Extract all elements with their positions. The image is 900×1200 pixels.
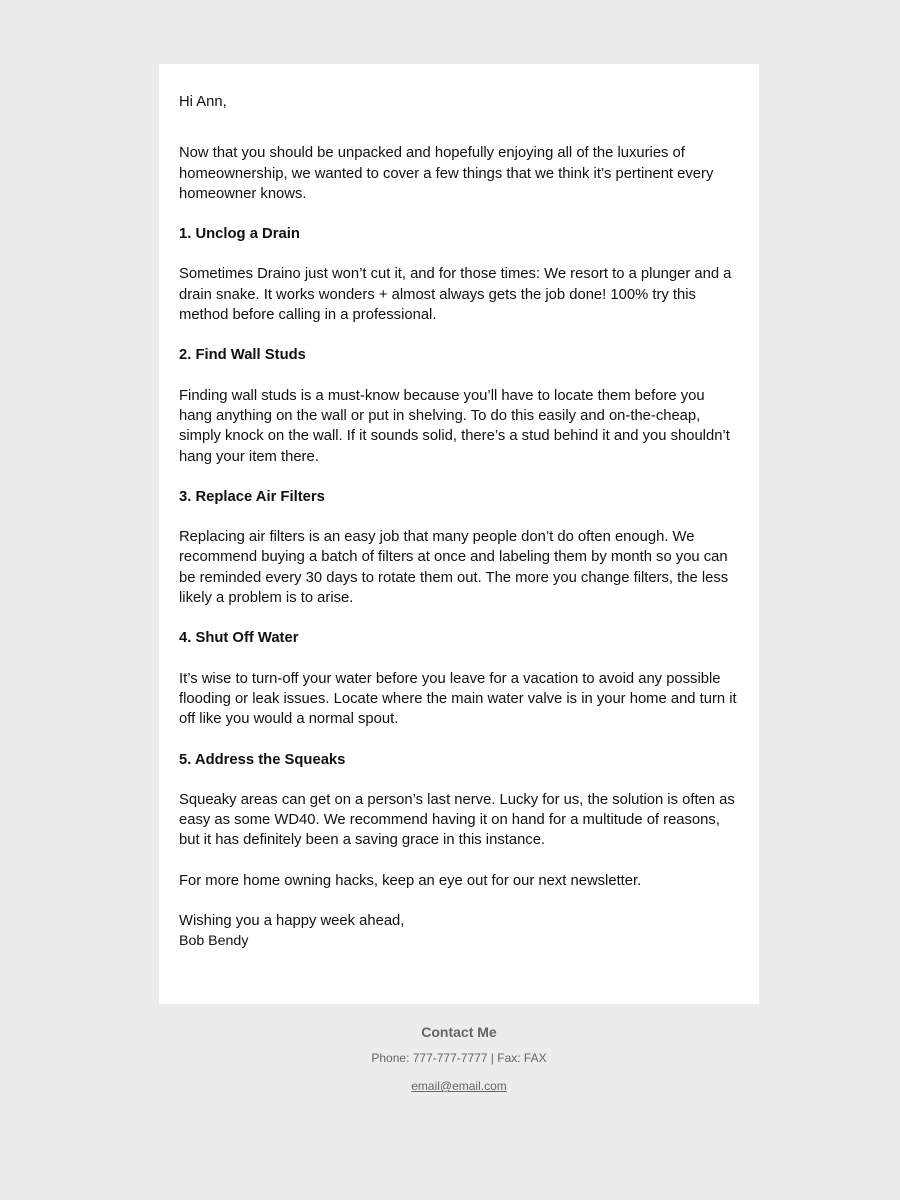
section-heading: 2. Find Wall Studs — [179, 347, 306, 364]
sign-off: Wishing you a happy week ahead, — [179, 913, 405, 930]
section-body: Squeaky areas can get on a person’s last nerve. Lucky for us, the solution is often as easy as some WD40. We recommend having it on hand for a multitude of reasons, but it has definitely been a saving grace in this instance. — [179, 791, 735, 849]
contact-title: Contact Me — [421, 1024, 497, 1040]
section-heading: 4. Shut Off Water — [179, 630, 299, 647]
section-body: Replacing air filters is an easy job that many people don’t do often enough. We recommend buying a batch of filters at once and labeling them by month so you can be reminded every 30 days to rotate them out. The more you change filters, the less likely a problem is to arise. — [179, 529, 729, 607]
section-heading: 5. Address the Squeaks — [179, 751, 346, 768]
contact-footer — [159, 1022, 759, 1094]
email-body-card — [159, 64, 759, 1004]
signature: Bob Bendy — [179, 933, 249, 950]
section-body: It’s wise to turn-off your water before you leave for a vacation to avoid any possible flooding or leak issues. Locate where the main water valve is in your home and turn it off like you would a normal spout. — [179, 670, 737, 728]
email-link[interactable]: email@email.com — [411, 1079, 507, 1093]
contact-email-row — [159, 1078, 759, 1094]
section-body: Finding wall studs is a must-know because you’ll have to locate them before you hang anything on the wall or put in shelving. To do this easily and on-the-cheap, simply knock on the wall. If it sounds solid, there’s a stud behind it and you shouldn’t hang your item there. — [179, 387, 730, 465]
intro-paragraph: Now that you should be unpacked and hopefully enjoying all of the luxuries of homeownership, we wanted to cover a few things that we think it’s pertinent every homeowner knows. — [179, 145, 714, 202]
section-heading: 3. Replace Air Filters — [179, 488, 325, 505]
section-heading: 1. Unclog a Drain — [179, 226, 300, 243]
contact-phone-fax: Phone: 777-777-7777 | Fax: FAX — [371, 1051, 547, 1065]
greeting: Hi Ann, — [179, 94, 227, 110]
closing-paragraph: For more home owning hacks, keep an eye out for our next newsletter. — [179, 872, 642, 889]
section-body: Sometimes Draino just won’t cut it, and for those times: We resort to a plunger and a drain snake. It works wonders + almost always gets the job done! 100% try this method before calling in a professional. — [179, 266, 732, 324]
